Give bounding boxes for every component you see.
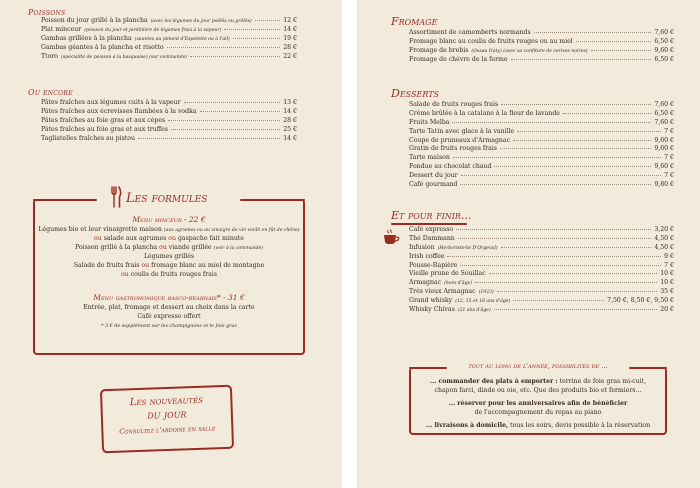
menu-item-name: Pâtes fraîches aux légumes cuits à la vapeur — [41, 99, 181, 106]
menu-item-row — [41, 117, 297, 126]
dot-leader — [576, 38, 652, 42]
menu-item-row — [409, 137, 674, 146]
menu-item-row — [41, 44, 297, 53]
minceur-line1-note: (aux agrumes ou au vinaigre de vin vieilli en fût de chêne) — [163, 228, 300, 233]
menu-item-price: 9,60 € — [654, 136, 674, 144]
minceur-line3-note: (voir à la commande) — [213, 246, 264, 251]
menu-gastro-title: Menu gastronomique basco-béarnais* - 31 € — [93, 293, 245, 302]
minceur-line3b-text: viande grillée — [168, 244, 212, 251]
minceur-or-3: ou — [159, 244, 167, 251]
possibilites-line-2: chapon farci, dinde ou oie, etc. Que des produits bio et fermiers... — [434, 387, 642, 394]
menu-item-price: 35 € — [660, 288, 674, 296]
dot-leader — [591, 47, 652, 51]
menu-item-row — [409, 270, 674, 279]
minceur-or-5: ou — [121, 271, 129, 278]
possibilites-title: tout au long de l'année, possibilités de ... — [468, 362, 608, 370]
minceur-or-1: ou — [94, 235, 102, 242]
menu-item-row — [41, 126, 297, 135]
section-title-desserts: Desserts — [391, 87, 440, 100]
dot-leader — [138, 135, 280, 139]
dot-leader — [171, 126, 280, 130]
menu-item-name: Pâtes fraîches au foie gras et aux cèpes — [41, 116, 166, 124]
menu-item-price: 20 € — [660, 306, 674, 314]
minceur-or-4: ou — [141, 262, 150, 269]
section-title-fromage: Fromage — [391, 15, 438, 28]
desserts-list — [409, 101, 674, 190]
minceur-or-2: ou — [168, 235, 176, 242]
menu-item-name: Irish coffee — [409, 252, 445, 260]
menu-item-row — [409, 226, 674, 235]
menu-item-price: 7,60 € — [654, 118, 674, 126]
dot-leader — [460, 262, 661, 266]
menu-item-price: 12 € — [283, 17, 297, 24]
menu-item-name: Crème brûlée à la catalane à la fleur de lavande — [409, 109, 560, 117]
possibilites-line5-rest: tous les soirs, devis possible à la réservation — [510, 422, 651, 429]
menu-item-price: 9 € — [664, 252, 674, 260]
menu-item-row — [409, 128, 674, 137]
menu-item-name: Très vieux Armagnac — [409, 288, 476, 296]
minceur-line3-text: Poisson grillé à la plancha — [74, 244, 158, 251]
menu-item-price: 6,50 € — [654, 109, 674, 117]
menu-item-price: 3,20 € — [654, 226, 674, 233]
dot-leader — [167, 44, 281, 48]
dot-leader — [452, 119, 651, 123]
menu-minceur-line-2 — [33, 235, 305, 244]
minceur-line5b-text: fromage blanc au miel de montagne — [151, 262, 265, 269]
menu-minceur-title: Menu minceur - 22 € — [132, 215, 206, 224]
menu-item-row — [409, 56, 674, 65]
menu-item-price: 13 € — [283, 99, 297, 106]
menu-item-price: 9,80 € — [654, 181, 674, 189]
menu-item-name: Vieille prune de Souillac — [409, 270, 486, 278]
menu-item-name: Fromage de brebis — [409, 46, 469, 54]
menu-item-name: Café gourmand — [409, 181, 458, 189]
menu-item-name: Assortiment de camemberts normands — [409, 29, 531, 36]
menu-item-name: Infusion — [409, 243, 435, 251]
menu-item-note: (avec les légumes du jour poêlés ou grillés) — [150, 19, 252, 24]
menu-item-note: (spécialité de poisson à la basquaise) (sur commande) — [61, 54, 188, 60]
dot-leader — [224, 26, 280, 30]
dot-leader — [168, 117, 280, 121]
dot-leader — [184, 99, 281, 103]
menu-item-name: Salade de fruits rouges frais — [409, 101, 499, 108]
menu-item-row — [409, 38, 674, 47]
dot-leader — [461, 172, 662, 176]
menu-item-name: Plat minceur — [41, 25, 82, 33]
menu-item-name: Gambas grillées à la plancha — [41, 34, 132, 42]
menu-page-left — [0, 0, 342, 488]
dot-leader — [475, 279, 657, 283]
minceur-line1-text: Légumes bio et leur vinaigrette maison — [38, 226, 162, 233]
menu-item-note: (1923) — [478, 290, 494, 296]
possibilites-line-3: ... réserver pour les anniversaires afin de bénéficier — [448, 400, 628, 407]
menu-item-price: 7,50 €, 8,50 €, 9,50 € — [607, 297, 674, 305]
dot-leader — [460, 181, 651, 185]
possibilites-line-1 — [409, 378, 667, 387]
menu-gastro-line-2: Café expresso offert — [137, 313, 201, 320]
menu-item-row — [409, 145, 674, 154]
menu-item-price: 7 € — [664, 127, 674, 135]
dot-leader — [489, 270, 658, 274]
dot-leader — [517, 128, 661, 132]
section-title-pour-finir: Et pour finir... — [391, 209, 472, 222]
menu-item-price: 22 € — [283, 52, 297, 60]
menu-item-row — [41, 35, 297, 44]
minceur-line5-text: Salade de fruits frais — [73, 262, 140, 269]
menu-minceur-line-5 — [33, 262, 305, 271]
menu-item-row — [409, 306, 674, 315]
menu-item-name: Fromage de chèvre de la ferme — [409, 55, 508, 63]
menu-minceur-line-6 — [33, 271, 305, 280]
dot-leader — [233, 35, 280, 39]
menu-item-row — [409, 235, 674, 244]
nouveautes-line-3: Consultez l'ardoise en salle — [119, 424, 216, 436]
menu-item-note: (Herboristerie D'Orgeval) — [437, 245, 498, 251]
dot-leader — [255, 17, 281, 21]
menu-item-price: 4,50 € — [654, 234, 674, 242]
menu-item-price: 7,60 € — [654, 29, 674, 36]
menu-item-price: 10 € — [660, 279, 674, 287]
menu-item-row — [409, 253, 674, 262]
minceur-line2-text: salade aux agrumes — [103, 235, 167, 242]
menu-item-row — [41, 17, 297, 26]
pour-finir-underline — [391, 223, 467, 225]
menu-item-row — [409, 181, 674, 190]
menu-item-name: Whisky Chivas — [409, 306, 455, 314]
menu-item-name: Coupe de pruneaux d'Armagnac — [409, 136, 511, 144]
menu-item-price: 7 € — [664, 172, 674, 180]
section-title-ou-encore: Ou encore — [28, 88, 73, 97]
menu-item-row — [409, 279, 674, 288]
menu-item-row — [409, 244, 674, 253]
nouveautes-line-2: du jour — [147, 407, 187, 422]
menu-item-note: (12, 15 et 18 ans d'âge) — [455, 299, 511, 305]
menu-item-price: 9,60 € — [654, 163, 674, 171]
dot-leader — [563, 110, 651, 114]
menu-item-name: Dessert du jour — [409, 172, 458, 180]
minceur-line2b-text: gaspacho fait minute — [177, 235, 244, 242]
menu-item-name: Fromage blanc au coulis de fruits rouges ou au miel — [409, 37, 573, 45]
dot-leader — [501, 244, 652, 248]
menu-item-price: 14 € — [283, 25, 297, 33]
menu-item-row — [41, 53, 297, 62]
menu-item-row — [409, 29, 674, 38]
menu-item-name: Armagnac — [409, 279, 442, 287]
menu-item-row — [409, 163, 674, 172]
menu-item-note: (hors d'âge) — [444, 281, 473, 287]
menu-item-name: Pâtes fraîches aux écrevisses flambées à la vodka — [41, 107, 197, 115]
coffee-cup-icon — [383, 229, 401, 245]
dot-leader — [494, 306, 657, 310]
dot-leader — [497, 288, 657, 292]
menu-item-name: Pousse-Rapière — [409, 261, 458, 269]
menu-item-row — [409, 297, 674, 306]
menu-minceur-line-4: Légumes grillés — [143, 253, 195, 260]
dot-leader — [494, 163, 651, 167]
menu-item-row — [41, 135, 297, 144]
dot-leader — [501, 101, 651, 105]
fork-knife-icon — [110, 186, 122, 208]
possibilites-line-5 — [409, 422, 667, 431]
menu-item-price: 6,50 € — [654, 55, 674, 63]
menu-item-note: (Ossau Iraty) (avec sa confiture de cerises noires) — [471, 48, 588, 54]
menu-item-row — [409, 47, 674, 56]
ou-encore-list — [41, 99, 297, 143]
menu-item-name: Gambas géantes à la plancha et risotto — [41, 43, 164, 51]
menu-item-note: (21 ans d'âge) — [457, 308, 491, 314]
menu-item-row — [41, 108, 297, 117]
menu-item-name: Café expresso — [409, 226, 454, 233]
menu-item-row — [409, 110, 674, 119]
formules-title: Les formules — [126, 191, 208, 206]
menu-item-name: Ttoro — [41, 52, 59, 60]
possibilites-line1-strong: ... commander des plats à emporter : — [429, 378, 558, 385]
dot-leader — [447, 253, 661, 257]
dot-leader — [513, 297, 604, 301]
menu-item-price: 9,60 € — [654, 46, 674, 54]
menu-item-row — [409, 119, 674, 128]
menu-item-price: 14 € — [283, 134, 297, 142]
dot-leader — [511, 56, 652, 60]
dot-leader — [458, 235, 652, 239]
menu-page-right — [357, 0, 700, 488]
menu-item-price: 6,50 € — [654, 37, 674, 45]
menu-gastro-line-1: Entrée, plat, fromage et dessert au choix dans la carte — [83, 304, 255, 311]
frame-top-right-line — [240, 199, 305, 201]
menu-item-price: 10 € — [660, 270, 674, 278]
menu-item-price: 25 € — [283, 125, 297, 133]
menu-item-price: 7 € — [664, 261, 674, 269]
menu-item-price: 19 € — [283, 34, 297, 42]
menu-item-price: 28 € — [283, 43, 297, 51]
minceur-line6-text: coulis de fruits rouges frais — [130, 271, 217, 278]
dot-leader — [456, 226, 651, 230]
menu-item-row — [41, 26, 297, 35]
menu-item-name: Tarte maison — [409, 154, 450, 162]
menu-item-name: Fondue au chocolat chaud — [409, 163, 492, 171]
menu-item-name: Gratin de fruits rouges frais — [409, 145, 497, 153]
menu-item-row — [409, 154, 674, 163]
menu-item-row — [409, 262, 674, 271]
dot-leader — [500, 145, 651, 149]
menu-item-price: 9,60 € — [654, 145, 674, 153]
menu-item-row — [409, 101, 674, 110]
formules-content — [33, 215, 305, 345]
menu-item-name: Tagliatelles fraîches au pistou — [41, 134, 135, 142]
menu-item-price: 14 € — [283, 107, 297, 115]
fromage-list — [409, 29, 674, 65]
poissons-list — [41, 17, 297, 61]
pour-finir-list — [409, 226, 674, 315]
dot-leader — [534, 29, 652, 33]
dot-leader — [190, 53, 280, 57]
dot-leader — [513, 137, 651, 141]
menu-item-note: (sautées au piment d'Espelette ou à l'ail) — [134, 36, 230, 42]
menu-item-price: 4,50 € — [654, 243, 674, 251]
menu-gastro-footnote: * 3 € de supplément sur les champignons et le foie gras — [101, 324, 237, 329]
nouveautes-box — [100, 385, 234, 454]
dot-leader — [200, 108, 281, 112]
menu-item-row — [409, 172, 674, 181]
menu-item-price: 7 € — [664, 154, 674, 162]
menu-item-name: Fruits Melba — [409, 118, 450, 126]
menu-item-name: Tarte Tatin avec glace à la vanille — [409, 127, 515, 135]
menu-item-name: Grand whisky — [409, 297, 453, 305]
menu-item-row — [409, 288, 674, 297]
menu-item-row — [41, 99, 297, 108]
possibilites-line5-strong: ... livraisons à domicile, — [425, 422, 509, 429]
frame-top-left-line — [33, 199, 97, 201]
nouveautes-line-1: Les nouveautés — [129, 394, 204, 409]
possibilites-line-4: de l'accompagnement du repas au piano — [474, 409, 602, 416]
menu-item-price: 28 € — [283, 116, 297, 124]
menu-item-name: Thé Dammann — [409, 234, 455, 242]
section-title-poissons: Poissons — [28, 8, 66, 17]
menu-item-price: 7,60 € — [654, 101, 674, 108]
menu-item-name: Pâtes fraîches au foie gras et aux truffes — [41, 125, 168, 133]
menu-item-note: (poisson du jour et jardinière de légumes frais à la vapeur) — [84, 27, 222, 33]
dot-leader — [453, 154, 661, 158]
possibilites-line1-rest: terrine de foie gras mi-cuit, — [559, 378, 647, 385]
menu-item-name: Poisson du jour grillé à la plancha — [41, 17, 148, 24]
